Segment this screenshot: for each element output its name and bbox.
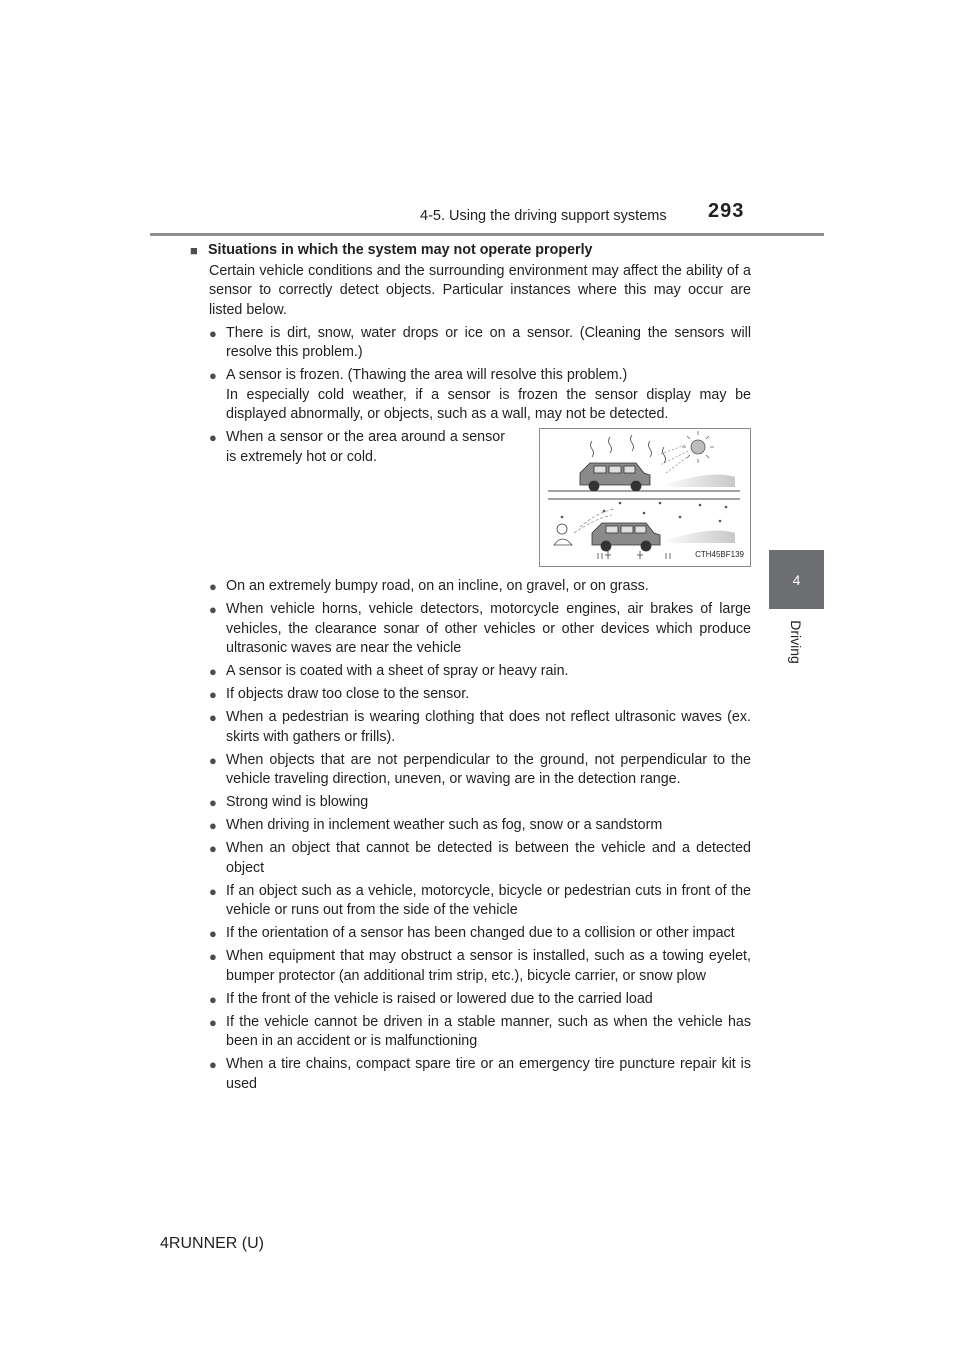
list-item <box>209 1055 751 1094</box>
list-item-text: When a tire chains, compact spare tire or an emergency tire puncture repair kit is used <box>226 1056 751 1092</box>
list-item-text: When equipment that may obstruct a sensor is installed, such as a towing eyelet, bumper protector (an additional trim strip, etc.), bicycle carrier, or snow plow <box>226 948 751 984</box>
bullet-icon: ● <box>209 687 217 702</box>
heading-square-icon: ■ <box>190 243 198 258</box>
chapter-number: 4 <box>792 571 801 588</box>
bullet-icon: ● <box>209 710 217 725</box>
list-item <box>209 662 751 682</box>
list-item <box>209 324 751 363</box>
bullet-icon: ● <box>209 795 217 810</box>
list-item-text: Strong wind is blowing <box>226 794 369 810</box>
bullet-icon: ● <box>209 430 217 445</box>
bullet-icon: ● <box>209 602 217 617</box>
list-item <box>209 990 751 1010</box>
page-number: 293 <box>708 200 745 222</box>
bullet-icon: ● <box>209 664 217 679</box>
figure-code: CTH45BF139 <box>695 549 744 559</box>
bullet-icon: ● <box>209 325 217 341</box>
list-item-text-line1: A sensor is frozen. (Thawing the area will resolve this problem.) <box>226 367 628 383</box>
sun-icon <box>682 431 714 463</box>
bullet-icon: ● <box>209 991 217 1007</box>
list-item-text: On an extremely bumpy road, on an incline, on gravel, or on grass. <box>226 578 649 594</box>
bullet-icon: ● <box>209 841 217 856</box>
list-item-text: If the orientation of a sensor has been changed due to a collision or other impact <box>226 925 735 941</box>
list-item <box>209 839 751 878</box>
bullet-icon: ● <box>209 752 217 768</box>
bullet-icon: ● <box>209 926 217 941</box>
list-item-text: When an object that cannot be detected is between the vehicle and a detected object <box>226 840 751 876</box>
list-item <box>209 577 751 597</box>
chapter-label: Driving <box>788 620 804 664</box>
list-item-text: When driving in inclement weather such as fog, snow or a sandstorm <box>226 817 663 833</box>
list-item <box>209 708 751 747</box>
list-item <box>209 366 751 425</box>
bullet-icon: ● <box>209 818 217 833</box>
cold-figure-icon <box>554 524 572 545</box>
list-item <box>209 1013 751 1052</box>
bullet-icon: ● <box>209 579 217 594</box>
heat-wave-icon <box>591 435 666 463</box>
bullet-icon: ● <box>209 368 217 383</box>
list-item-text: If the front of the vehicle is raised or lowered due to the carried load <box>226 990 653 1007</box>
bullet-icon: ● <box>209 949 217 964</box>
header-section-title: 4-5. Using the driving support systems <box>420 208 667 224</box>
list-item <box>209 882 751 921</box>
list-item-text: When a pedestrian is wearing clothing that does not reflect ultrasonic waves (ex. skirts with gathers or frills). <box>226 709 751 745</box>
suv-icon <box>592 523 660 551</box>
list-item <box>209 428 505 564</box>
header-divider <box>150 233 824 236</box>
ice-sparkle-icon <box>598 551 670 559</box>
bullet-icon: ● <box>209 1014 217 1030</box>
list-item <box>209 793 751 813</box>
section-heading <box>190 241 751 261</box>
list-item-with-figure <box>209 428 751 567</box>
list-item-text: There is dirt, snow, water drops or ice on a sensor. (Cleaning the sensors will resolve this problem.) <box>226 324 751 360</box>
list-item <box>209 600 751 659</box>
list-item-text: When a sensor or the area around a sensor is extremely hot or cold. <box>226 429 505 465</box>
list-item-text: If an object such as a vehicle, motorcycle, bicycle or pedestrian cuts in front of the vehicle or runs out from the side of the vehicle <box>226 882 751 918</box>
list-item <box>209 816 751 836</box>
list-item-text: If objects draw too close to the sensor. <box>226 686 470 702</box>
heading-text: Situations in which the system may not operate properly <box>208 242 593 258</box>
bullet-icon: ● <box>209 1057 217 1072</box>
list-item-text: When objects that are not perpendicular to the ground, not perpendicular to the vehicle traveling direction, uneven, or waving are in the detection range. <box>226 751 751 787</box>
list-item <box>209 751 751 790</box>
list-item-text: A sensor is coated with a sheet of spray or heavy rain. <box>226 663 569 679</box>
list-item <box>209 685 751 705</box>
suv-icon <box>580 463 650 491</box>
list-item <box>209 924 751 944</box>
hot-cold-sensor-illustration <box>539 428 751 567</box>
main-content <box>190 241 751 1098</box>
list-item <box>209 947 751 986</box>
chapter-tab <box>769 550 824 609</box>
list-item-text: If the vehicle cannot be driven in a stable manner, such as when the vehicle has been in an accident or is malfunctioning <box>226 1013 751 1049</box>
list-item-text: When vehicle horns, vehicle detectors, motorcycle engines, air brakes of large vehicles, the clearance sonar of other vehicles or other devices which produce ultrasonic waves are near the vehicle <box>226 601 751 656</box>
snowflake-icon <box>561 502 728 523</box>
bullet-icon: ● <box>209 883 217 899</box>
list-item-text-line2: In especially cold weather, if a sensor is frozen the sensor display may be displayed abnormally, or objects, such as a wall, may not be detected. <box>226 386 751 422</box>
list-item-text <box>226 366 751 425</box>
footer-model-name: 4RUNNER (U) <box>160 1235 264 1252</box>
intro-paragraph: Certain vehicle conditions and the surrounding environment may affect the ability of a sensor to correctly detect objects. Particular instances where this may occur are listed below. <box>209 262 751 318</box>
